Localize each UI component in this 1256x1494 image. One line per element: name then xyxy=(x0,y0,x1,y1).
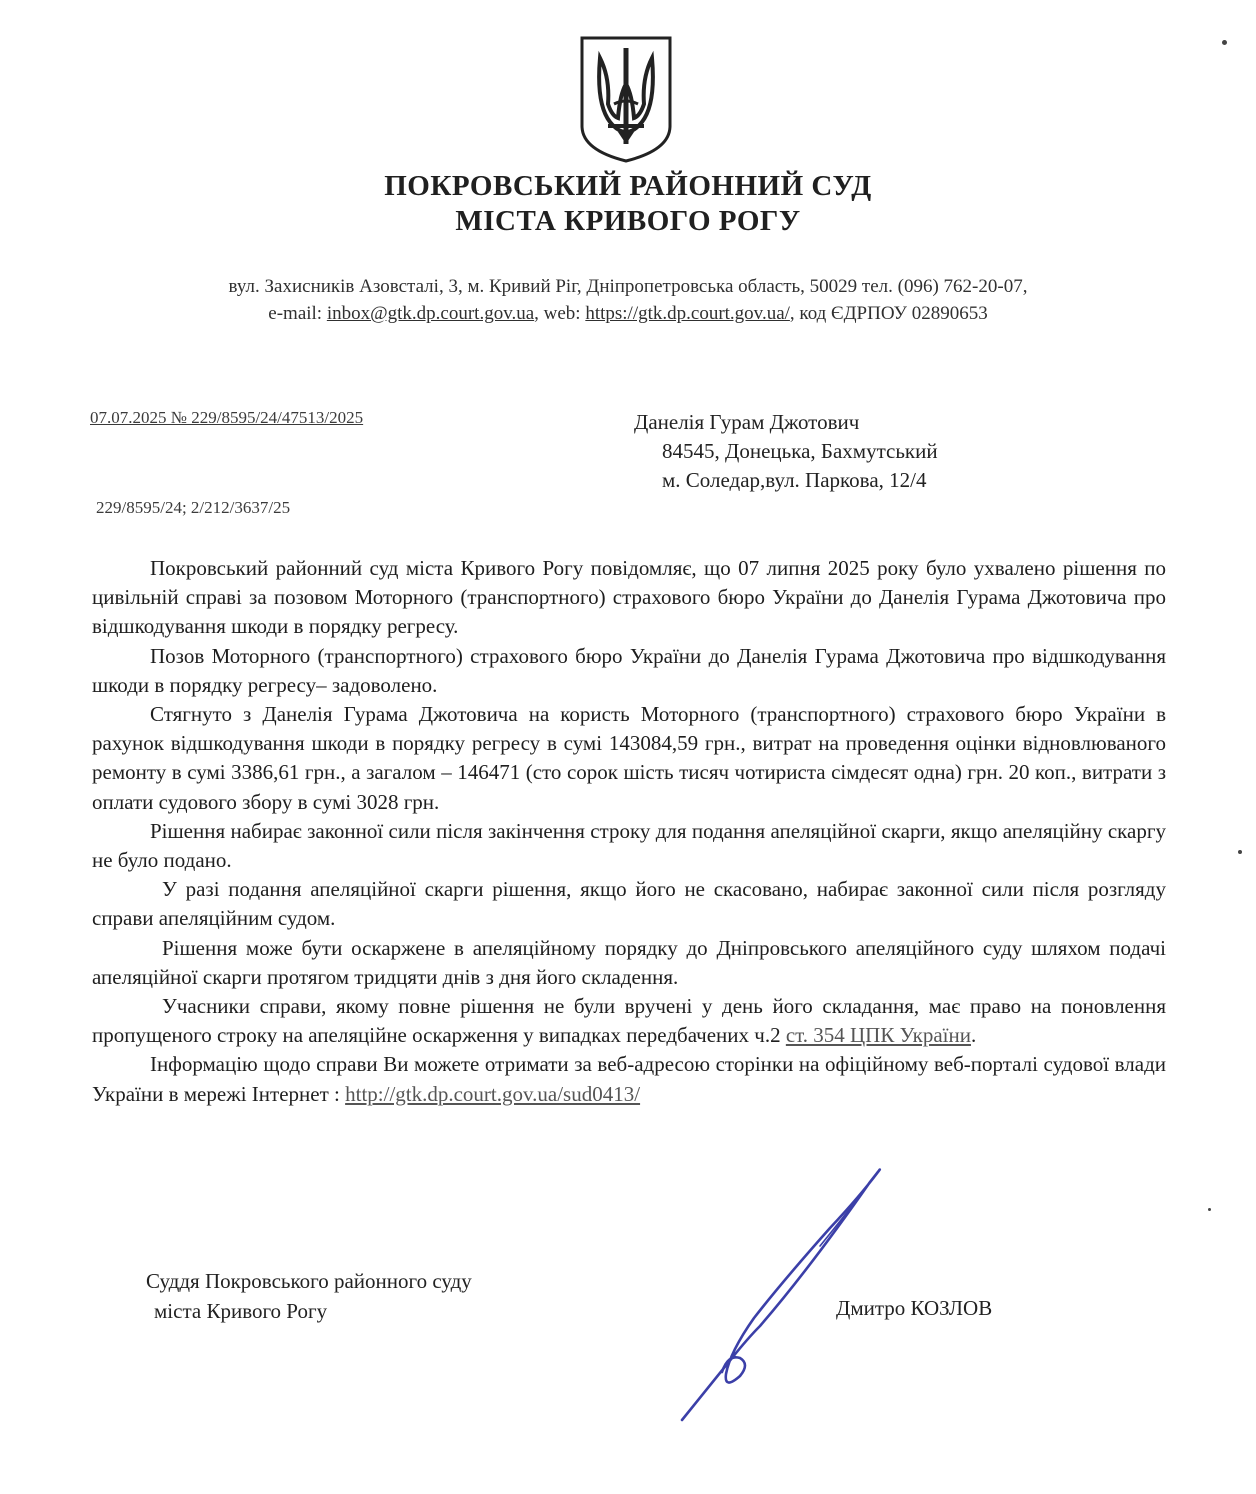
paragraph-appeal-case: У разі подання апеляційної скарги рішення, якщо його не скасовано, набирає законної сили після розгляду справи апеляційним судом. xyxy=(92,877,1166,931)
court-name-line2: МІСТА КРИВОГО РОГУ xyxy=(455,205,801,237)
judge-position-line1: Суддя Покровського районного суду xyxy=(146,1269,472,1293)
case-info-link[interactable]: http://gtk.dp.court.gov.ua/sud0413/ xyxy=(345,1081,641,1106)
paragraph-info xyxy=(92,1050,1166,1108)
paragraph-notice: Покровський районний суд міста Кривого Рогу повідомляє, що 07 липня 2025 року було ухвалено рішення по цивільній справі за позовом Моторного (транспортного) страхового бюро України до Данелія Гурама Джотовича про відшкодування шкоди в порядку регресу. xyxy=(92,556,1166,639)
judge-name: Дмитро КОЗЛОВ xyxy=(836,1296,993,1320)
renewal-end: . xyxy=(970,1023,977,1048)
law-article-link[interactable]: ст. 354 ЦПК України xyxy=(785,1023,971,1048)
paragraph-renewal xyxy=(92,992,1166,1050)
scan-speck xyxy=(1208,1208,1211,1211)
outgoing-date-number: 07.07.2025 № 229/8595/24/47513/2025 xyxy=(90,408,364,427)
paragraph-claim-satisfied: Позов Моторного (транспортного) страхового бюро України до Данелія Гурама Джотовича про відшкодування шкоди в порядку регресу– задоволено. xyxy=(92,643,1166,697)
recipient-address-line2: м. Соледар,вул. Паркова, 12/4 xyxy=(662,468,927,492)
info-text: Інформацію щодо справи Ви можете отримати за веб-адресою сторінки на офіційному веб-порталі судової влади України в мережі Інтернет : xyxy=(92,1052,1166,1106)
email-label: e-mail: xyxy=(268,303,323,324)
recipient-block xyxy=(634,408,938,495)
scan-speck xyxy=(1222,40,1227,45)
email-link[interactable]: inbox@gtk.dp.court.gov.ua xyxy=(326,303,535,324)
paragraph-recovery: Стягнуто з Данелія Гурама Джотовича на користь Моторного (транспортного) страхового бюро України в рахунок відшкодування шкоди в порядку регресу в сумі 143084,59 грн., витрат на проведення оцінки відновлюваного ремонту в сумі 3386,61 грн., а загалом – 146471 (сто сорок шість тисяч чотириста сімдесят одна) грн. 20 коп., витрати з оплати судового збору в сумі 3028 грн. xyxy=(92,702,1166,814)
case-numbers: 229/8595/24; 2/212/3637/25 xyxy=(96,498,291,517)
judge-position xyxy=(146,1266,472,1326)
paragraph-appeal-procedure: Рішення може бути оскаржене в апеляційному порядку до Дніпровського апеляційного суду шляхом подачі апеляційної скарги протягом тридцяти днів з дня його складення. xyxy=(92,935,1166,989)
web-label: web: xyxy=(543,303,581,324)
handwritten-signature xyxy=(670,1158,910,1428)
court-name-line1: ПОКРОВСЬКИЙ РАЙОННИЙ СУД xyxy=(384,170,872,202)
scan-speck xyxy=(1238,850,1242,854)
edrpou-code: , код ЄДРПОУ 02890653 xyxy=(789,303,988,324)
recipient-address-line1: 84545, Донецька, Бахмутський xyxy=(662,439,938,463)
coat-of-arms-icon xyxy=(578,34,674,164)
letter-body xyxy=(92,554,1166,1109)
court-contacts: e-mail: inbox@gtk.dp.court.gov.ua, web: https://gtk.dp.court.gov.ua/, код ЄДРПОУ 02890653 xyxy=(268,303,988,324)
paragraph-legal-force: Рішення набирає законної сили після закінчення строку для подання апеляційної скарги, якщо апеляційну скаргу не було подано. xyxy=(92,818,1166,873)
web-link[interactable]: https://gtk.dp.court.gov.ua/ xyxy=(585,303,790,324)
court-address: вул. Захисників Азовсталі, 3, м. Кривий Ріг, Дніпропетровська область, 50029 тел. (096) 762-20-07, xyxy=(228,276,1028,297)
judge-position-line2: міста Кривого Рогу xyxy=(154,1299,328,1323)
recipient-name: Данелія Гурам Джотович xyxy=(634,410,860,434)
renewal-text: Учасники справи, якому повне рішення не були вручені у день його складання, має право на поновлення пропущеного строку на апеляційне оскарження у випадках передбачених ч.2 xyxy=(92,994,1166,1048)
